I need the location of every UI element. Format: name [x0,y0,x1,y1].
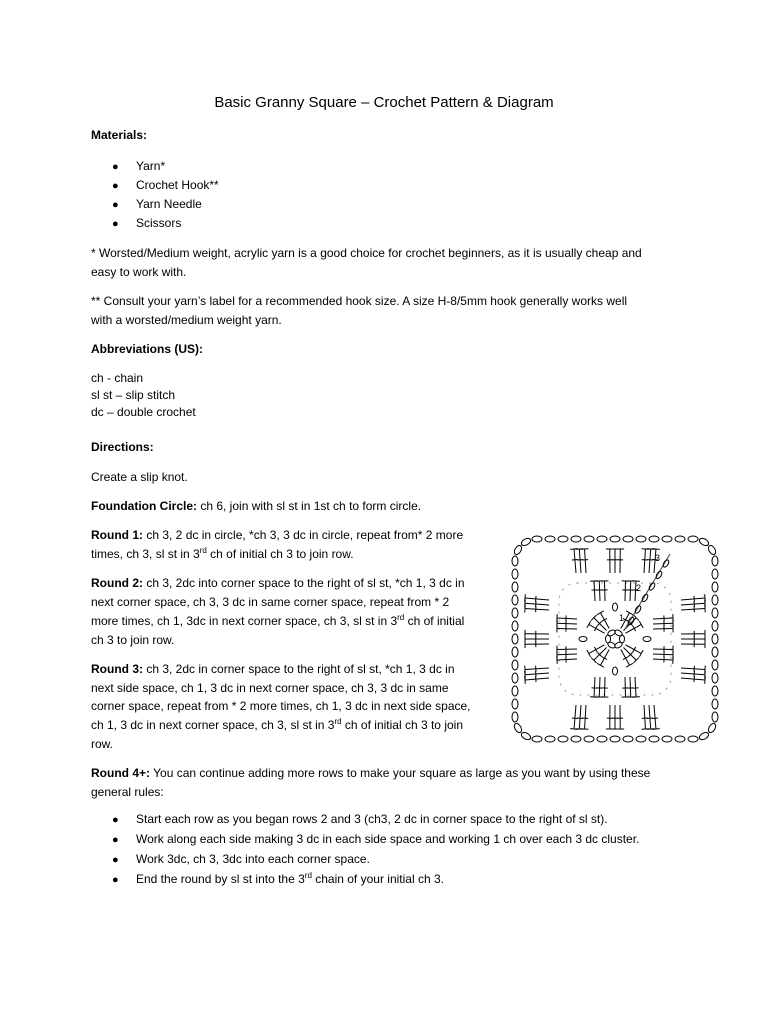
chain-stitch [712,608,718,618]
dc-stitch [557,649,577,650]
bullet-icon: ● [112,218,119,230]
chain-stitch [512,569,518,579]
chain-stitch [610,536,620,542]
chain-stitch [512,673,518,683]
hook-note-line1: ** Consult your yarn’s label for a recommended hook size. A size H-8/5mm hook generally works well [91,294,628,308]
chain-stitch [662,536,672,542]
dc-stitch [599,581,600,601]
chain-stitch [545,736,555,742]
chain-stitch [512,621,518,631]
chain-stitch [662,736,672,742]
dc-stitch [653,654,673,655]
chain-stitch [623,736,633,742]
round3-line2: next side space, ch 1, 3 dc in next corner space, ch 3, 3 dc in same [91,681,449,695]
list-item: ● Scissors [112,214,181,234]
chain-stitch [584,536,594,542]
dc-stitch [644,549,645,573]
chain-stitch [675,736,685,742]
chain-stitch [643,637,651,642]
dc-stitch [585,705,586,729]
chain-stitch [545,536,555,542]
chain-stitch [627,616,635,625]
round-label-1: 1 [619,613,625,623]
chain-stitch [712,660,718,670]
bullet-icon: ● [112,874,119,886]
foundation-step: Foundation Circle: ch 6, join with sl st in 1st ch to form circle. [91,499,422,513]
dc-topbar [597,611,604,615]
dc-stitch [681,673,705,675]
dc-topbar [587,650,591,657]
round2-line1: Round 2: ch 3, 2dc into corner space to the right of sl st, *ch 1, 3 dc in [91,576,465,590]
dc-topbar [597,663,604,667]
chain-stitch [649,536,659,542]
abbreviation-item: sl st – slip stitch [91,388,176,402]
dc-stitch [525,678,549,680]
chain-stitch [634,605,642,614]
chain-stitch [512,556,518,566]
round2-line2: next corner space, ch 3, 3 dc in same corner space, repeat from * 2 [91,595,450,609]
chain-stitch [532,536,542,542]
chain-stitch [513,544,523,556]
dc-stitch [557,654,577,655]
bullet-icon: ● [112,834,119,846]
page-title: Basic Granny Square – Crochet Pattern & Diagram [214,94,554,111]
abbreviation-item: dc – double crochet [91,405,196,419]
dc-stitch [681,668,705,669]
chain-stitch [712,673,718,683]
dc-topbar [587,621,591,628]
bullet-icon: ● [112,199,119,211]
dc-topbar [525,676,526,684]
chain-stitch [512,647,518,657]
round2-outline [559,583,671,695]
dc-stitch [644,705,645,729]
chain-stitch [512,660,518,670]
dc-stitch [525,673,549,675]
yarn-note-line2: easy to work with. [91,265,187,279]
chain-stitch [707,544,717,556]
dc-stitch [653,618,673,619]
chain-stitch [571,536,581,542]
dc-stitch [630,677,631,697]
list-item: ● Yarn* [112,157,165,177]
chain-stitch [613,603,618,611]
list-item: ● Work 3dc, ch 3, 3dc into each corner space. [112,850,370,870]
chain-stitch [512,608,518,618]
round-label-2: 2 [636,583,642,593]
round3-line4: ch 1, 3 dc in next corner space, ch 3, sl st in 3rd ch of initial ch 3 to join [91,717,463,732]
round-label-3: 3 [655,553,661,563]
chain-stitch [712,595,718,605]
dc-stitch [525,609,549,610]
list-item: ● Yarn Needle [112,195,202,215]
chain-stitch [712,712,718,722]
chain-stitch [712,686,718,696]
chain-stitch [662,559,670,568]
chain-stitch [712,582,718,592]
dc-stitch [579,549,581,573]
chain-stitch [520,537,532,547]
chain-stitch [712,556,718,566]
granny-square-diagram [503,529,727,749]
list-item: ● Crochet Hook** [112,176,219,196]
list-item: ● Work along each side making 3 dc in each side space and working 1 ch over each 3 dc cluster. [112,830,639,850]
dc-stitch [557,618,577,619]
dc-stitch [681,609,705,610]
chain-stitch [584,736,594,742]
chain-stitch [512,582,518,592]
round1-line2: times, ch 3, sl st in 3rd ch of initial ch 3 to join row. [91,546,354,561]
dc-topbar [626,611,633,615]
chain-stitch [571,736,581,742]
chain-stitch [636,736,646,742]
chain-stitch [613,667,618,675]
chain-stitch [698,731,710,741]
dc-stitch [649,549,651,573]
dc-topbar [639,650,643,657]
dc-stitch [653,623,673,624]
dc-stitch [574,549,576,573]
round3-line3: corner space, repeat from * 2 more times, ch 1, 3 dc in next side space, [91,699,471,713]
bullet-icon: ● [112,854,119,866]
list-item: ● End the round by sl st into the 3rd chain of your initial ch 3. [112,870,444,890]
dc-stitch [557,659,577,660]
dc-stitch [653,629,673,630]
chain-stitch [520,731,532,741]
dc-topbar [652,729,660,730]
dc-stitch [649,705,651,729]
chain-stitch [712,647,718,657]
chain-stitch [707,722,717,734]
round3-line1: Round 3: ch 3, 2dc in corner space to the right of sl st, *ch 1, 3 dc in [91,662,455,676]
directions-heading: Directions: [91,440,154,454]
dc-stitch [654,705,656,729]
chain-stitch [512,634,518,644]
dc-stitch [681,598,705,600]
dc-topbar [626,663,633,667]
dc-stitch [630,581,631,601]
dc-stitch [653,649,673,650]
chain-stitch [579,637,587,642]
dc-stitch [625,581,626,601]
abbreviation-item: ch - chain [91,371,144,385]
dc-stitch [557,629,577,630]
dc-stitch [635,677,636,697]
dc-stitch [625,677,626,697]
bullet-icon: ● [112,814,119,826]
chain-stitch [558,736,568,742]
dc-stitch [605,677,606,697]
chain-stitch [512,595,518,605]
hook-note-line2: with a worsted/medium weight yarn. [91,313,282,327]
chain-stitch [512,699,518,709]
dc-stitch [594,677,595,697]
dc-topbar [639,621,643,628]
dc-topbar [705,676,706,684]
dc-stitch [605,581,606,601]
round2-line4: ch 3 to join row. [91,633,175,647]
dc-stitch [574,705,576,729]
bullet-icon: ● [112,180,119,192]
dc-stitch [653,659,673,660]
chain-stitch [698,537,710,547]
bullet-icon: ● [112,161,119,173]
diagram-art [512,536,718,742]
dc-stitch [525,603,549,605]
chain-stitch [512,686,518,696]
chain-stitch [607,641,616,649]
materials-heading: Materials: [91,128,148,142]
round3-line5: row. [91,737,114,751]
dc-stitch [585,549,586,573]
chain-stitch [597,536,607,542]
chain-stitch [712,569,718,579]
dc-stitch [681,603,705,605]
chain-stitch [688,736,698,742]
dc-stitch [681,678,705,680]
yarn-note-line1: * Worsted/Medium weight, acrylic yarn is a good choice for crochet beginners, as it is usually cheap and [91,246,642,260]
list-item: ● Start each row as you began rows 2 and 3 (ch3, 2 dc in corner space to the right of sl st). [112,810,608,830]
dc-stitch [557,623,577,624]
chain-stitch [512,712,518,722]
round1-line1: Round 1: ch 3, 2 dc in circle, *ch 3, 3 dc in circle, repeat from* 2 more [91,528,464,542]
round2-line3: more times, ch 1, 3dc in next corner space, ch 3, sl st in 3rd ch of initial [91,613,465,628]
dc-stitch [579,705,581,729]
chain-stitch [712,634,718,644]
dc-stitch [594,581,595,601]
chain-stitch [558,536,568,542]
dc-stitch [599,677,600,697]
chain-stitch [655,570,663,579]
chain-stitch [675,536,685,542]
chain-stitch [636,536,646,542]
chain-stitch [614,629,623,637]
chain-stitch [532,736,542,742]
chain-stitch [688,536,698,542]
round4-line1: Round 4+: You can continue adding more rows to make your square as large as you want by using these [91,766,651,780]
dc-stitch [525,668,549,669]
chain-stitch [610,736,620,742]
slip-knot-step: Create a slip knot. [91,470,188,484]
abbreviations-heading: Abbreviations (US): [91,342,204,356]
chain-stitch [712,699,718,709]
chain-stitch [623,536,633,542]
chain-stitch [597,736,607,742]
round4-line2: general rules: [91,785,164,799]
dc-topbar [652,549,660,550]
chain-stitch [712,621,718,631]
dc-stitch [525,598,549,600]
chain-stitch [649,736,659,742]
chain-stitch [641,593,649,602]
chain-stitch [513,722,523,734]
